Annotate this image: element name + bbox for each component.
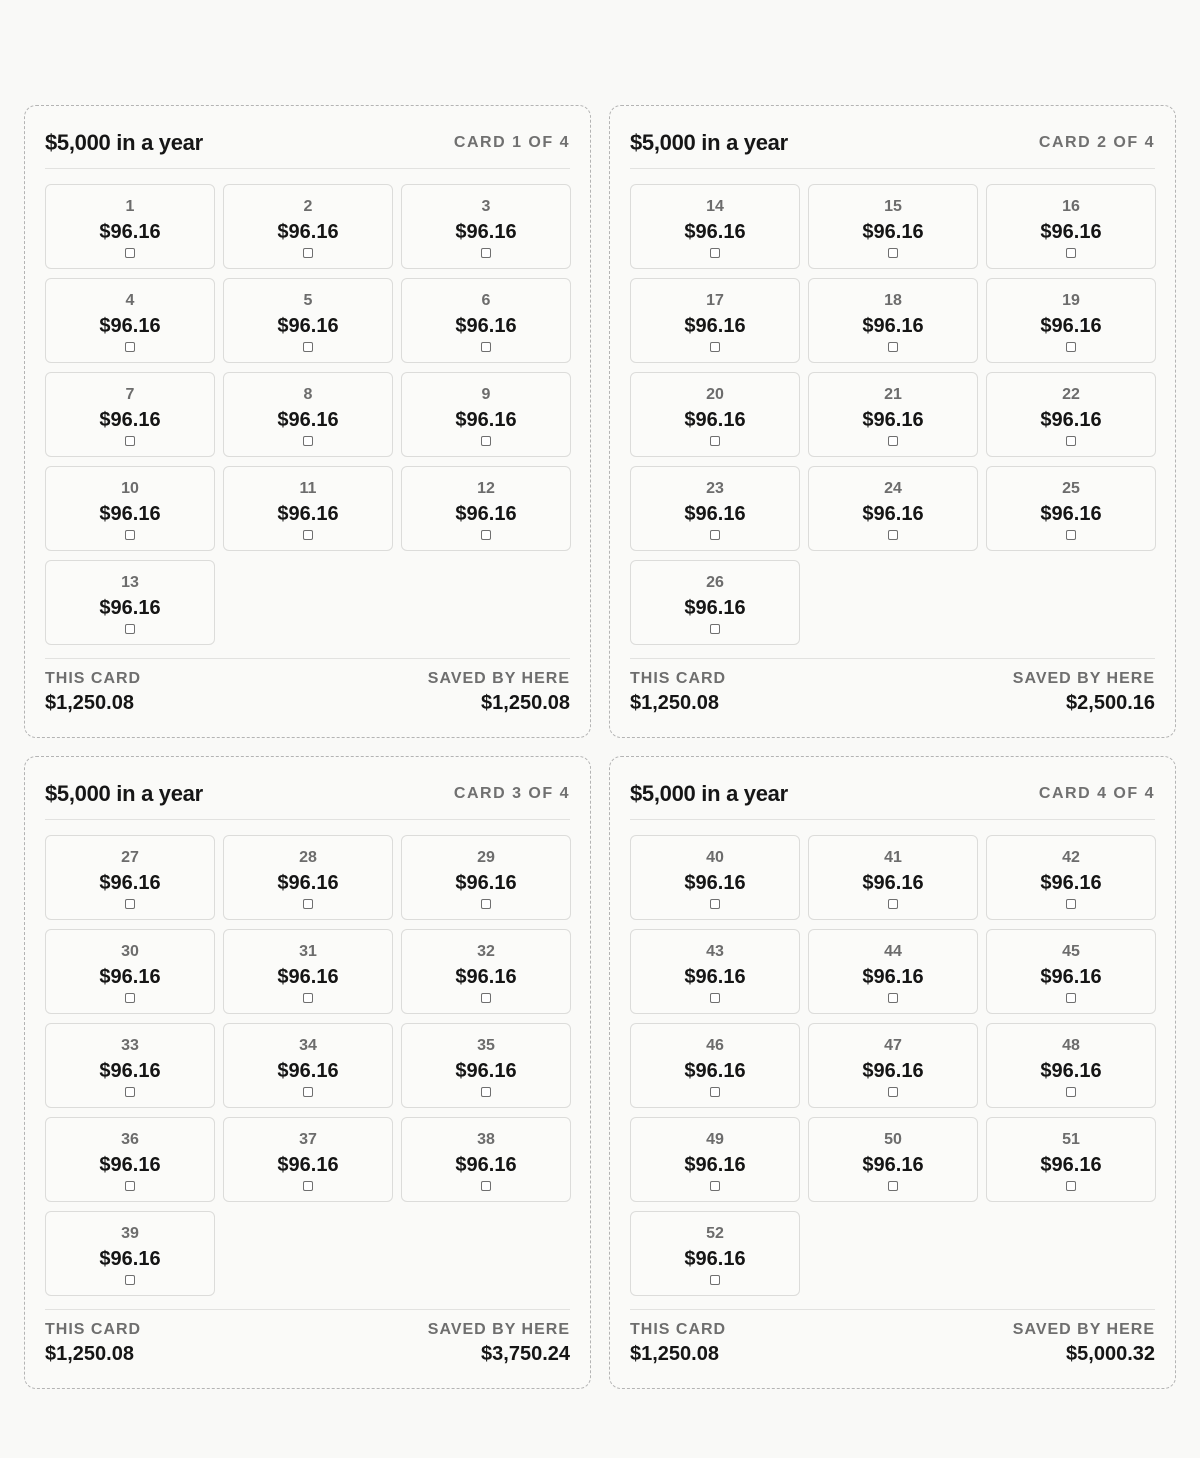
deposit-amount: $96.16: [277, 221, 339, 243]
deposit-amount: $96.16: [862, 409, 924, 431]
deposit-checkbox[interactable]: [888, 899, 898, 909]
deposit-checkbox[interactable]: [125, 899, 135, 909]
deposit-checkbox[interactable]: [888, 1181, 898, 1191]
deposit-amount: $96.16: [862, 503, 924, 525]
this-card-label: THIS CARD: [630, 1321, 727, 1338]
deposit-amount: $96.16: [862, 872, 924, 894]
deposit-checkbox[interactable]: [481, 993, 491, 1003]
deposit-checkbox[interactable]: [1066, 248, 1076, 258]
week-number: 14: [706, 198, 724, 215]
deposit-checkbox[interactable]: [303, 1181, 313, 1191]
week-number: 19: [1062, 292, 1080, 309]
savings-cell: [986, 1023, 1156, 1108]
deposit-amount: $96.16: [684, 503, 746, 525]
deposit-amount: $96.16: [455, 966, 517, 988]
week-number: 52: [706, 1225, 724, 1242]
deposit-checkbox[interactable]: [303, 436, 313, 446]
savings-cell: [808, 835, 978, 920]
deposit-amount: $96.16: [862, 1154, 924, 1176]
deposit-checkbox[interactable]: [710, 1087, 720, 1097]
savings-cells: [630, 184, 1155, 645]
week-number: 2: [303, 198, 313, 215]
savings-cell: [630, 1211, 800, 1296]
savings-cell: [223, 466, 393, 551]
savings-cell: [45, 1023, 215, 1108]
savings-cell: [45, 929, 215, 1014]
deposit-checkbox[interactable]: [710, 530, 720, 540]
card-footer: [630, 658, 1155, 716]
savings-cell: [45, 560, 215, 645]
saved-by-here-label: SAVED BY HERE: [427, 670, 570, 687]
savings-cell: [401, 929, 571, 1014]
deposit-checkbox[interactable]: [888, 248, 898, 258]
savings-cell: [223, 929, 393, 1014]
week-number: 46: [706, 1037, 724, 1054]
week-number: 26: [706, 574, 724, 591]
this-card-value: $1,250.08: [630, 1343, 719, 1365]
savings-cell: [630, 835, 800, 920]
deposit-amount: $96.16: [99, 503, 161, 525]
deposit-amount: $96.16: [684, 221, 746, 243]
savings-cell: [223, 184, 393, 269]
savings-cell: [630, 1117, 800, 1202]
savings-cell: [401, 1117, 571, 1202]
saved-by-here-total: [428, 669, 570, 716]
deposit-amount: $96.16: [277, 409, 339, 431]
week-number: 36: [121, 1131, 139, 1148]
savings-cell: [401, 835, 571, 920]
deposit-amount: $96.16: [684, 1248, 746, 1270]
deposit-checkbox[interactable]: [710, 624, 720, 634]
this-card-value: $1,250.08: [630, 692, 719, 714]
week-number: 9: [481, 386, 491, 403]
savings-cell: [630, 466, 800, 551]
deposit-amount: $96.16: [277, 1060, 339, 1082]
savings-cell: [401, 278, 571, 363]
savings-cell: [630, 560, 800, 645]
savings-cell: [45, 466, 215, 551]
deposit-checkbox[interactable]: [888, 436, 898, 446]
week-number: 27: [121, 849, 139, 866]
deposit-checkbox[interactable]: [303, 899, 313, 909]
deposit-amount: $96.16: [1040, 315, 1102, 337]
savings-card: [24, 105, 591, 738]
card-title: $5,000 in a year: [630, 130, 788, 155]
deposit-amount: $96.16: [99, 315, 161, 337]
savings-cell: [45, 184, 215, 269]
deposit-amount: $96.16: [277, 503, 339, 525]
deposit-checkbox[interactable]: [1066, 1087, 1076, 1097]
savings-cell: [808, 929, 978, 1014]
savings-cell: [45, 278, 215, 363]
deposit-checkbox[interactable]: [710, 899, 720, 909]
savings-cell: [630, 184, 800, 269]
card-title: $5,000 in a year: [45, 130, 203, 155]
week-number: 51: [1062, 1131, 1080, 1148]
week-number: 16: [1062, 198, 1080, 215]
week-number: 40: [706, 849, 724, 866]
deposit-checkbox[interactable]: [125, 248, 135, 258]
saved-by-here-total: [1013, 1320, 1155, 1367]
deposit-amount: $96.16: [455, 872, 517, 894]
deposit-checkbox[interactable]: [481, 436, 491, 446]
saved-by-here-label: SAVED BY HERE: [427, 1321, 570, 1338]
saved-by-here-value: $3,750.24: [481, 1343, 570, 1365]
card-header: [45, 128, 570, 169]
card-header: [45, 779, 570, 820]
deposit-checkbox[interactable]: [710, 1181, 720, 1191]
week-number: 49: [706, 1131, 724, 1148]
week-number: 18: [884, 292, 902, 309]
this-card-total: [630, 1320, 726, 1367]
week-number: 32: [477, 943, 495, 960]
deposit-amount: $96.16: [455, 409, 517, 431]
savings-cell: [986, 1117, 1156, 1202]
week-number: 31: [299, 943, 317, 960]
deposit-amount: $96.16: [99, 221, 161, 243]
deposit-amount: $96.16: [1040, 1060, 1102, 1082]
savings-card: [609, 105, 1176, 738]
week-number: 5: [303, 292, 313, 309]
deposit-checkbox[interactable]: [888, 993, 898, 1003]
week-number: 23: [706, 480, 724, 497]
deposit-amount: $96.16: [99, 409, 161, 431]
card-header: [630, 128, 1155, 169]
week-number: 21: [884, 386, 902, 403]
deposit-checkbox[interactable]: [888, 530, 898, 540]
savings-cell: [986, 184, 1156, 269]
savings-cell: [808, 1117, 978, 1202]
deposit-amount: $96.16: [1040, 1154, 1102, 1176]
this-card-value: $1,250.08: [45, 692, 134, 714]
card-number-label: CARD 3 OF 4: [453, 785, 570, 802]
deposit-amount: $96.16: [862, 221, 924, 243]
card-title: $5,000 in a year: [45, 781, 203, 806]
saved-by-here-label: SAVED BY HERE: [1012, 1321, 1155, 1338]
savings-cell: [986, 466, 1156, 551]
week-number: 34: [299, 1037, 317, 1054]
savings-cell: [45, 1117, 215, 1202]
deposit-amount: $96.16: [455, 221, 517, 243]
week-number: 25: [1062, 480, 1080, 497]
savings-cell: [808, 372, 978, 457]
deposit-amount: $96.16: [277, 1154, 339, 1176]
this-card-total: [45, 1320, 141, 1367]
savings-cell: [401, 1023, 571, 1108]
savings-cell: [223, 1117, 393, 1202]
deposit-checkbox[interactable]: [481, 1181, 491, 1191]
deposit-amount: $96.16: [455, 503, 517, 525]
deposit-amount: $96.16: [99, 1060, 161, 1082]
week-number: 22: [1062, 386, 1080, 403]
savings-cell: [986, 929, 1156, 1014]
this-card-label: THIS CARD: [45, 1321, 142, 1338]
week-number: 24: [884, 480, 902, 497]
savings-cell: [808, 1023, 978, 1108]
deposit-amount: $96.16: [684, 597, 746, 619]
savings-cell: [223, 835, 393, 920]
week-number: 29: [477, 849, 495, 866]
deposit-checkbox[interactable]: [125, 993, 135, 1003]
week-number: 1: [125, 198, 135, 215]
saved-by-here-total: [1013, 669, 1155, 716]
savings-cell: [401, 372, 571, 457]
deposit-amount: $96.16: [684, 1060, 746, 1082]
deposit-checkbox[interactable]: [710, 248, 720, 258]
savings-cell: [401, 184, 571, 269]
card-footer: [630, 1309, 1155, 1367]
week-number: 17: [706, 292, 724, 309]
deposit-checkbox[interactable]: [481, 342, 491, 352]
this-card-total: [45, 669, 141, 716]
week-number: 15: [884, 198, 902, 215]
week-number: 28: [299, 849, 317, 866]
week-number: 30: [121, 943, 139, 960]
deposit-checkbox[interactable]: [710, 436, 720, 446]
deposit-checkbox[interactable]: [481, 530, 491, 540]
deposit-checkbox[interactable]: [1066, 436, 1076, 446]
week-number: 41: [884, 849, 902, 866]
deposit-checkbox[interactable]: [888, 1087, 898, 1097]
week-number: 37: [299, 1131, 317, 1148]
savings-cell: [808, 466, 978, 551]
savings-cell: [223, 1023, 393, 1108]
week-number: 3: [481, 198, 491, 215]
deposit-amount: $96.16: [277, 315, 339, 337]
deposit-amount: $96.16: [99, 1154, 161, 1176]
savings-cells: [45, 835, 570, 1296]
savings-cell: [986, 372, 1156, 457]
deposit-checkbox[interactable]: [125, 624, 135, 634]
deposit-amount: $96.16: [99, 966, 161, 988]
deposit-amount: $96.16: [1040, 966, 1102, 988]
week-number: 44: [884, 943, 902, 960]
deposit-checkbox[interactable]: [125, 1275, 135, 1285]
savings-cell: [630, 1023, 800, 1108]
deposit-checkbox[interactable]: [303, 993, 313, 1003]
deposit-checkbox[interactable]: [481, 248, 491, 258]
savings-cell: [45, 372, 215, 457]
saved-by-here-total: [428, 1320, 570, 1367]
week-number: 33: [121, 1037, 139, 1054]
savings-card: [609, 756, 1176, 1389]
this-card-label: THIS CARD: [630, 670, 727, 687]
week-number: 39: [121, 1225, 139, 1242]
deposit-checkbox[interactable]: [303, 530, 313, 540]
week-number: 4: [125, 292, 135, 309]
savings-cell: [223, 278, 393, 363]
deposit-amount: $96.16: [277, 966, 339, 988]
deposit-amount: $96.16: [277, 872, 339, 894]
week-number: 43: [706, 943, 724, 960]
savings-cell: [45, 1211, 215, 1296]
deposit-amount: $96.16: [1040, 409, 1102, 431]
deposit-amount: $96.16: [99, 872, 161, 894]
savings-cell: [986, 835, 1156, 920]
week-number: 35: [477, 1037, 495, 1054]
deposit-checkbox[interactable]: [303, 248, 313, 258]
deposit-amount: $96.16: [684, 315, 746, 337]
deposit-checkbox[interactable]: [303, 342, 313, 352]
deposit-amount: $96.16: [99, 597, 161, 619]
deposit-amount: $96.16: [455, 1154, 517, 1176]
savings-cell: [630, 929, 800, 1014]
savings-cell: [401, 466, 571, 551]
week-number: 42: [1062, 849, 1080, 866]
deposit-checkbox[interactable]: [1066, 530, 1076, 540]
savings-cell: [45, 835, 215, 920]
deposit-amount: $96.16: [684, 1154, 746, 1176]
deposit-checkbox[interactable]: [710, 993, 720, 1003]
deposit-amount: $96.16: [1040, 503, 1102, 525]
deposit-checkbox[interactable]: [303, 1087, 313, 1097]
deposit-amount: $96.16: [1040, 872, 1102, 894]
week-number: 38: [477, 1131, 495, 1148]
deposit-checkbox[interactable]: [481, 1087, 491, 1097]
deposit-checkbox[interactable]: [710, 1275, 720, 1285]
deposit-checkbox[interactable]: [1066, 899, 1076, 909]
deposit-checkbox[interactable]: [1066, 993, 1076, 1003]
deposit-checkbox[interactable]: [125, 1087, 135, 1097]
this-card-total: [630, 669, 726, 716]
card-footer: [45, 658, 570, 716]
week-number: 12: [477, 480, 495, 497]
deposit-amount: $96.16: [1040, 221, 1102, 243]
week-number: 13: [121, 574, 139, 591]
savings-cards-grid: [24, 105, 1176, 1389]
deposit-checkbox[interactable]: [125, 1181, 135, 1191]
deposit-checkbox[interactable]: [125, 342, 135, 352]
deposit-amount: $96.16: [862, 966, 924, 988]
this-card-label: THIS CARD: [45, 670, 142, 687]
week-number: 20: [706, 386, 724, 403]
week-number: 45: [1062, 943, 1080, 960]
deposit-amount: $96.16: [684, 409, 746, 431]
deposit-amount: $96.16: [862, 315, 924, 337]
week-number: 48: [1062, 1037, 1080, 1054]
deposit-checkbox[interactable]: [125, 530, 135, 540]
week-number: 8: [303, 386, 313, 403]
deposit-amount: $96.16: [862, 1060, 924, 1082]
deposit-checkbox[interactable]: [481, 899, 491, 909]
deposit-amount: $96.16: [684, 966, 746, 988]
saved-by-here-value: $5,000.32: [1066, 1343, 1155, 1365]
card-number-label: CARD 4 OF 4: [1038, 785, 1155, 802]
deposit-amount: $96.16: [99, 1248, 161, 1270]
this-card-value: $1,250.08: [45, 1343, 134, 1365]
savings-cell: [986, 278, 1156, 363]
card-number-label: CARD 1 OF 4: [453, 134, 570, 151]
card-title: $5,000 in a year: [630, 781, 788, 806]
deposit-amount: $96.16: [455, 315, 517, 337]
saved-by-here-value: $1,250.08: [481, 692, 570, 714]
savings-cell: [808, 184, 978, 269]
week-number: 11: [299, 480, 317, 497]
card-footer: [45, 1309, 570, 1367]
card-number-label: CARD 2 OF 4: [1038, 134, 1155, 151]
deposit-checkbox[interactable]: [710, 342, 720, 352]
week-number: 6: [481, 292, 491, 309]
deposit-amount: $96.16: [455, 1060, 517, 1082]
deposit-checkbox[interactable]: [125, 436, 135, 446]
savings-cell: [223, 372, 393, 457]
savings-cell: [630, 278, 800, 363]
savings-cells: [45, 184, 570, 645]
deposit-checkbox[interactable]: [888, 342, 898, 352]
week-number: 7: [125, 386, 135, 403]
savings-cell: [630, 372, 800, 457]
week-number: 10: [121, 480, 139, 497]
deposit-checkbox[interactable]: [1066, 1181, 1076, 1191]
week-number: 47: [884, 1037, 902, 1054]
savings-cell: [808, 278, 978, 363]
saved-by-here-label: SAVED BY HERE: [1012, 670, 1155, 687]
savings-cells: [630, 835, 1155, 1296]
week-number: 50: [884, 1131, 902, 1148]
savings-card: [24, 756, 591, 1389]
card-header: [630, 779, 1155, 820]
deposit-amount: $96.16: [684, 872, 746, 894]
deposit-checkbox[interactable]: [1066, 342, 1076, 352]
saved-by-here-value: $2,500.16: [1066, 692, 1155, 714]
